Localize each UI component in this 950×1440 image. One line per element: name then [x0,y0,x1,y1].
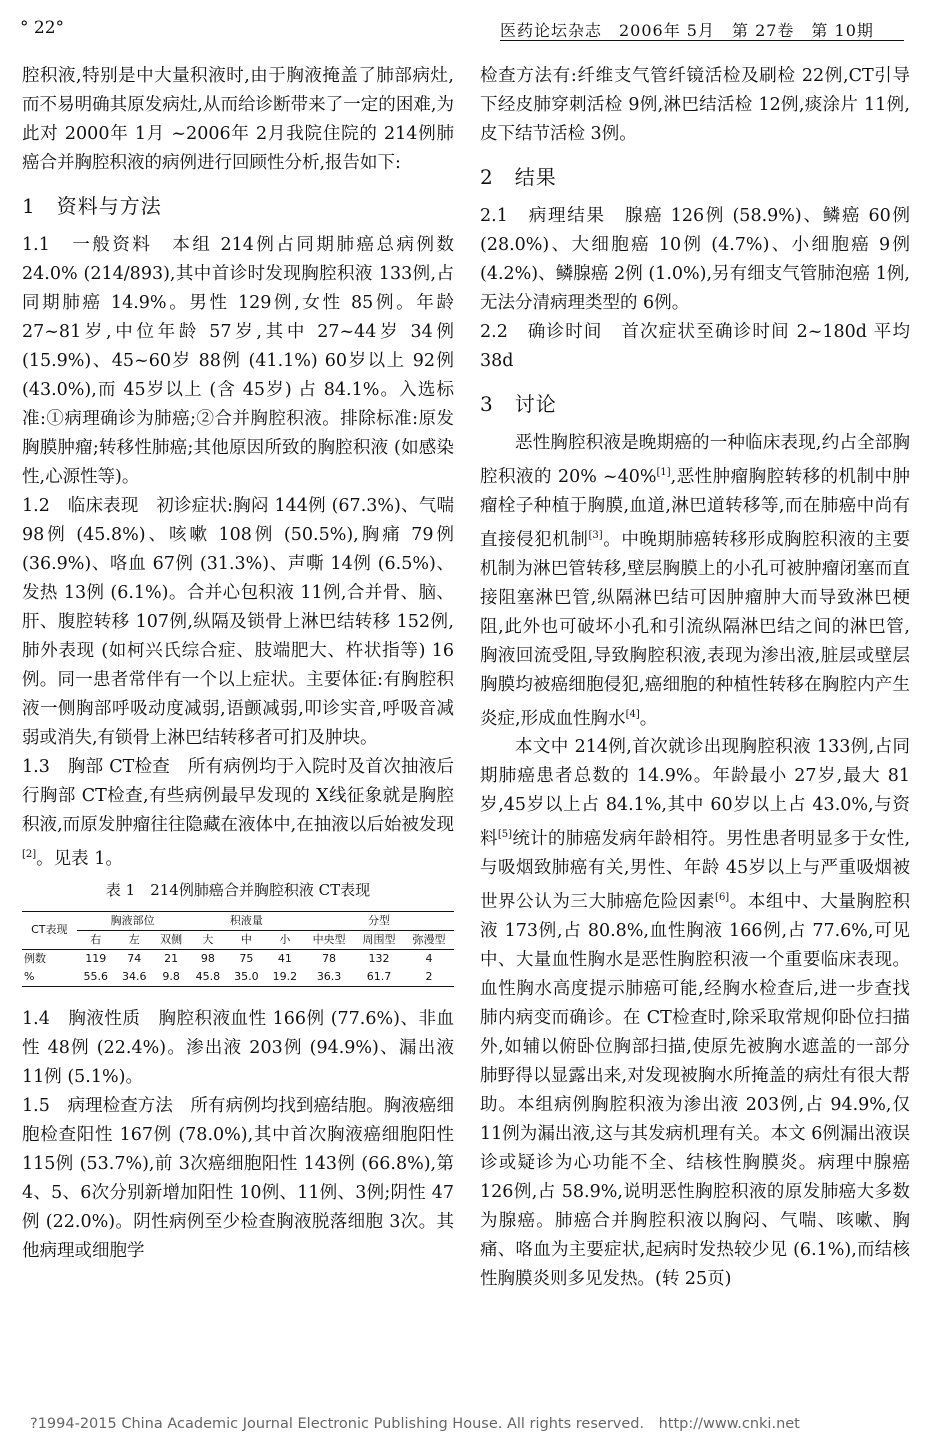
section-2-title: 2 结果 [480,165,557,189]
table-cell: 98 [200,951,215,965]
citation: [3] [588,529,603,541]
discussion-para-1 [480,429,910,733]
table-group-header: 积液量 [189,911,304,930]
table-subheader: 双侧 [154,930,189,949]
table-subheader: 小 [266,930,304,949]
citation: [5] [497,829,512,841]
para-1-5: 1.5 病理检查方法 所有病例均找到癌结胞。胸液癌细胞检查阳性 167例 (78.0%),其中首次胸液癌细胞阳性 115例 (53.7%),前 3次癌细胞阳性 143例 (66.8%),第 4、5、6次分别新增加阳性 10例、11例、3例;阴性 47例 (22.0%)。阴性病例至少检查胸液脱落细胞 3次。其他病理或细胞学 [22,1095,454,1261]
para-1-3-text: 1.3 胸部 CT检查 所有病例均于入院时及首次抽液后行胸部 CT检查,有些病例最早发现的 X线征象就是胸腔积液,而原发肿瘤往往隐藏在液体中,在抽液以后始被发现 [22,757,454,835]
right-column [480,62,910,1294]
table-cell: 75 [239,951,254,965]
para-1-3-tail: 。见表 1。 [36,848,123,869]
para-1-5-continued: 检查方法有:纤维支气管纤镜活检及刷检 22例,CT引导下经皮肺穿刺活检 9例,淋巴结活检 12例,痰涂片 11例,皮下结节活检 3例。 [480,66,910,144]
table-cell: 55.6 [77,968,115,987]
table-cell: 119 [85,951,107,965]
table-caption: 表 1 214例肺癌合并胸腔积液 CT表现 [105,880,371,899]
citation: [1] [656,467,671,478]
table-subheader: 中 [227,930,265,949]
discussion-para-2 [480,733,910,1294]
para-1-1: 1.1 一般资料 本组 214例占同期肺癌总病例数 24.0% (214/893),其中首诊时发现胸腔积液 133例,占同期肺癌 14.9%。男性 129例,女性 85例。年龄 27~81岁,中位年龄 57岁,其中 27~44岁 34例 (15.9%)、45~60岁 88例 (41.1%) 60岁以上 92例 (43.0%),而 45岁以上 (含 45岁) 占 84.1%。入选标准:①病理确诊为肺癌;②合并胸腔积液。排除标准:原发胸膜肿瘤;转移性肺癌;其他原因所致的胸腔积液 (如感染性,心源性等)。 [22,235,454,487]
citation: [2] [22,849,37,860]
para-1-4: 1.4 胸液性质 胸腔积液血性 166例 (77.6%)、非血性 48例 (22.4%)。渗出液 203例 (94.9%)、漏出液 11例 (5.1%)。 [22,1008,454,1087]
discussion-text: 。本组中、大量胸腔积液 173例,占 80.8%,血性胸液 166例,占 77.6%,可见中、大量血性胸水是恶性胸腔积液一个重要临床表现。血性胸水高度提示肺癌可能,经胸水检查后,进一步查找肺内病变而确诊。在 CT检查时,除采取常规仰卧位扫描外,如辅以俯卧位胸部扫描,使原先被胸水遮盖的一部分肺野得以显露出来,对发现被胸水所掩盖的病灶有很大帮助。本组病例胸腔积液为渗出液 203例,占 94.9%,仅 11例为漏出液,这与其发病机理有关。本文 6例漏出液误诊或疑诊为心功能不全、结核性胸膜炎。病理中腺癌 126例,占 58.9%,说明恶性胸腔积液的原发肺癌大多数为腺癌。肺癌合并胸腔积液以胸闷、气喘、咳嗽、胸痛、咯血为主要症状,起病时发热较少见 (6.1%),而结核性胸膜炎则多见发热。(转 25页) [480,892,911,1290]
table-cell: 36.3 [304,968,354,987]
left-column [22,62,454,1266]
discussion-text: 。中晚期肺癌转移形成胸腔积液的主要机制为淋巴管转移,壁层胸膜上的小孔可被肿瘤闭塞而直接阻塞淋巴管,纵隔淋巴结可因肿瘤肿大而导致淋巴梗阻,此外也可破坏小孔和引流纵隔淋巴结之间的淋巴管,胸液回流受阻,导致胸腔积液,表现为渗出液,脏层或壁层胸膜均被癌细胞侵犯,癌细胞的种植性转移在胸腔内产生炎症,形成血性胸水 [480,529,911,729]
table-subheader: 右 [77,930,115,949]
page-number: ° 22° [20,18,65,38]
para-1-2: 1.2 临床表现 初诊症状:胸闷 144例 (67.3%)、气喘 98例 (45.8%)、咳嗽 108例 (50.5%),胸痛 79例 (36.9%)、咯血 67例 (31.3%)、声嘶 14例 (6.5%)、发热 13例 (6.1%)。合并心包积液 11例,合并骨、脑、肝、腹腔转移 107例,纵隔及锁骨上淋巴结转移 152例,肺外表现 (如柯兴氏综合症、肢端肥大、杵状指等) 16例。同一患者常伴有一个以上症状。主要体征:有胸腔积液一侧胸部呼吸动度减弱,语颤减弱,叩诊实音,呼吸音减弱或消失,有锁骨上淋巴结转移者可扪及肿块。 [22,496,454,748]
discussion-text: 。 [639,708,658,729]
citation: [6] [715,892,730,904]
citation: [4] [625,708,640,720]
table-cell: 132 [368,951,390,965]
discussion-text: 恶性胸腔积液是晚期癌的一种临床表现,约占全部胸腔积液的 20% ~40% [480,433,910,487]
table-subheader: 弥漫型 [404,930,454,949]
table-cell: 61.7 [354,968,404,987]
table-cell: 4 [425,951,433,965]
table-row-label: % [22,968,77,987]
copyright-footer: ?1994-2015 China Academic Journal Electronic Publishing House. All rights reserved. http://www.cnki.net [30,1416,800,1432]
section-1-title: 1 资料与方法 [22,194,162,218]
discussion-text: 本文中 214例,首次就诊出现胸腔积液 133例,占同期肺癌患者总数的 14.9%。年龄最小 27岁,最大 81岁,45岁以上占 84.1%,其中 60岁以上占 43.0%,与资料 [480,737,910,850]
table-subheader: 中央型 [304,930,354,949]
table-cell: 41 [277,951,292,965]
discussion-text: ,恶性肿瘤胸腔转移的机制中肿瘤栓子种植于胸膜,血道,淋巴道转移等,而在肺癌中尚有直接侵犯机制 [480,466,910,550]
para-2-2: 2.2 确诊时间 首次症状至确诊时间 2~180d 平均 38d [480,322,910,371]
table-subheader: 左 [115,930,153,949]
table-cell: 74 [127,951,142,965]
table-row-header: CT表现 [22,911,77,949]
table-group-header: 分型 [304,911,454,930]
para-1-3 [22,753,454,874]
para-2-1: 2.1 病理结果 腺癌 126例 (58.9%)、鳞癌 60例 (28.0%)、大细胞癌 10例 (4.7%)、小细胞癌 9例 (4.2%)、鳞腺癌 2例 (1.0%),另有细支气管肺泡癌 1例,无法分清病理类型的 6例。 [480,206,910,313]
table-cell: 2 [404,968,454,987]
table-cell: 35.0 [227,968,265,987]
table-row-label: 例数 [24,951,46,965]
table-cell: 19.2 [266,968,304,987]
table-cell: 34.6 [115,968,153,987]
table-subheader: 周围型 [354,930,404,949]
discussion-text: 统计的肺癌发病年龄相符。男性患者明显多于女性,与吸烟致肺癌有关,男性、年龄 45岁以上与严重吸烟被世界公认为三大肺癌危险因素 [480,829,911,913]
table-row [22,949,454,968]
table-group-header: 胸液部位 [77,911,189,930]
table-row [22,968,454,987]
header-rule [500,40,904,41]
section-3-title: 3 讨论 [480,392,557,416]
journal-header: 医药论坛杂志 2006年 5月 第 27卷 第 10期 [500,21,874,40]
ct-table [22,911,454,987]
table-cell: 21 [164,951,179,965]
table-cell: 78 [322,951,337,965]
table-cell: 45.8 [189,968,227,987]
table-subheader: 大 [189,930,227,949]
intro-paragraph: 腔积液,特别是中大量积液时,由于胸液掩盖了肺部病灶,而不易明确其原发病灶,从而给诊断带来了一定的困难,为此对 2000年 1月 ~2006年 2月我院住院的 214例肺癌合并胸腔积液的病例进行回顾性分析,报告如下: [22,66,454,173]
table-cell: 9.8 [154,968,189,987]
